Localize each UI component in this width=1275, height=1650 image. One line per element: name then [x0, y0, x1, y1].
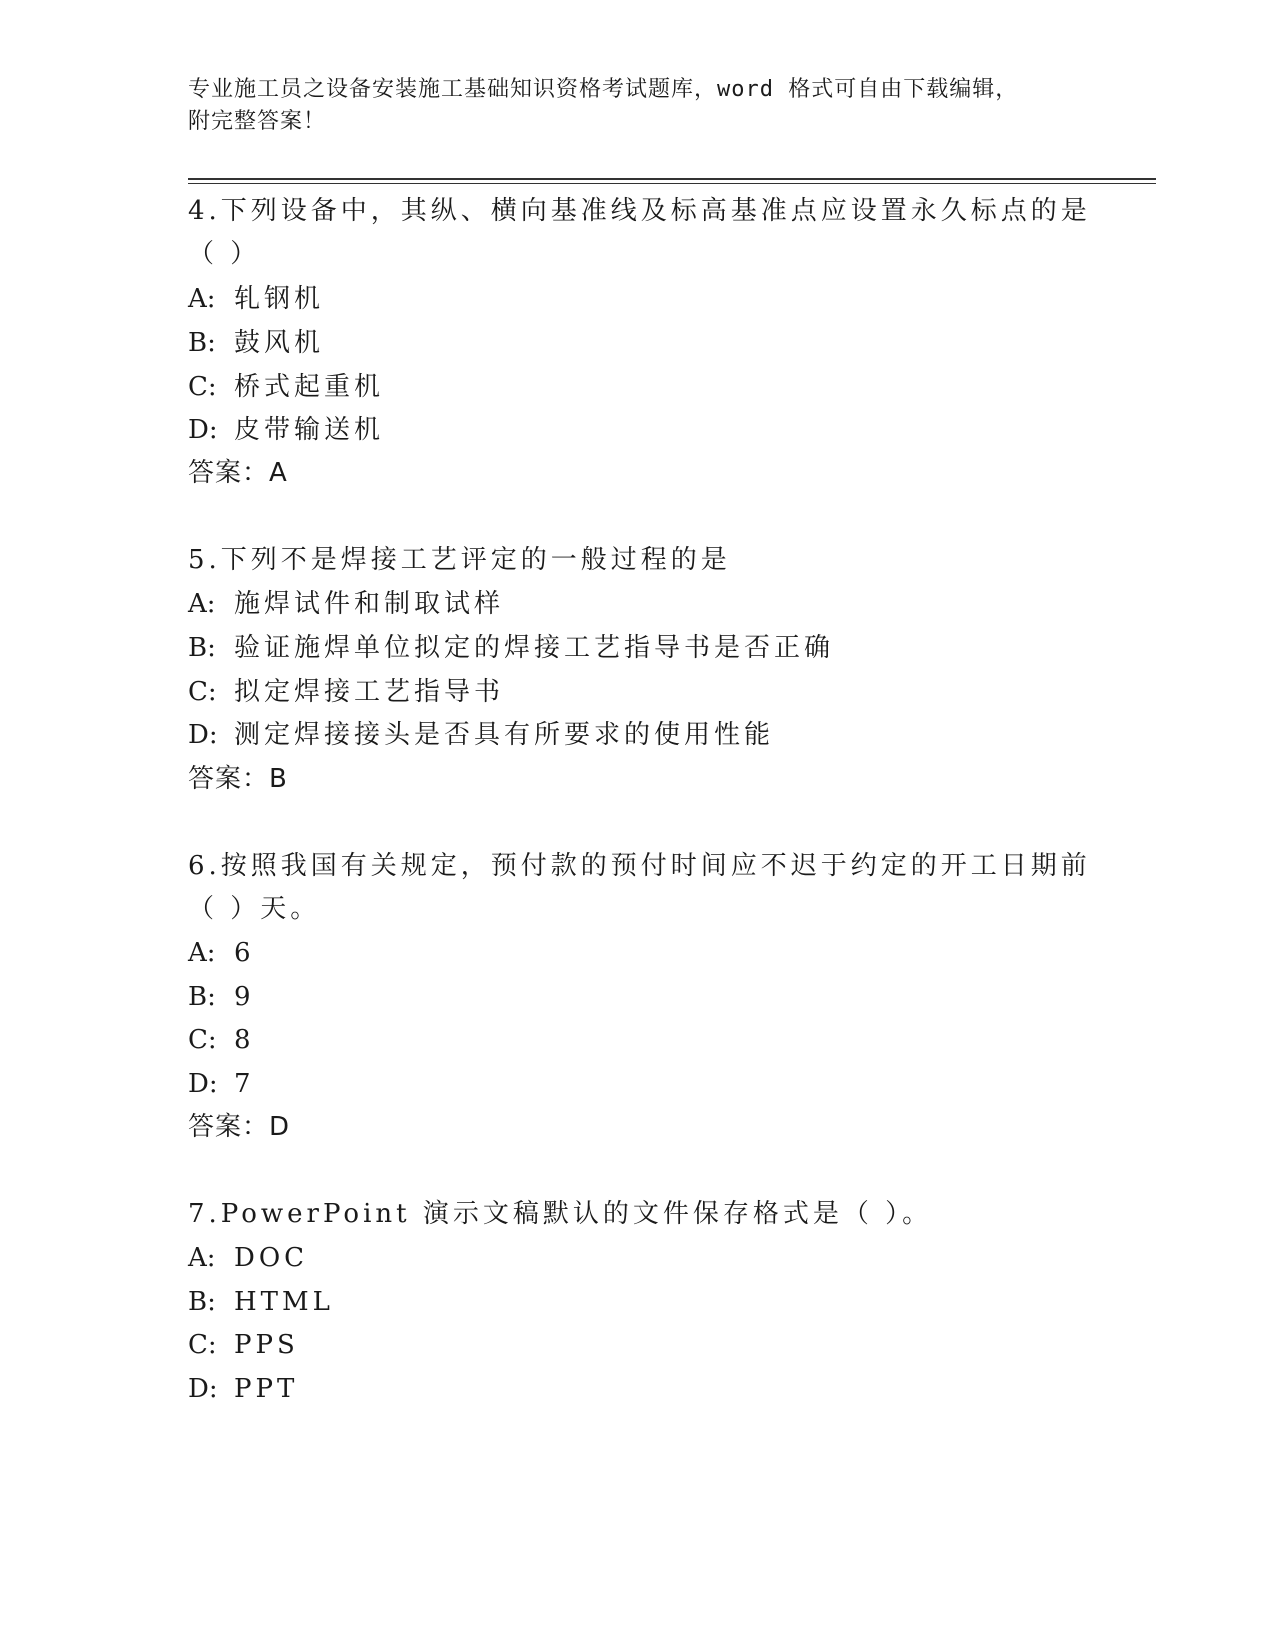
question-4-option-d: D: 皮带输送机 [188, 415, 385, 445]
question-4-option-a: A: 轧钢机 [188, 284, 325, 314]
question-4-option-b: B: 鼓风机 [188, 328, 325, 358]
question-5-stem: 5.下列不是焊接工艺评定的一般过程的是 [188, 545, 731, 575]
document-header [188, 74, 1088, 138]
question-5-option-d: D: 测定焊接接头是否具有所要求的使用性能 [188, 720, 775, 750]
question-6-answer: 答案：D [188, 1112, 291, 1142]
question-4-stem: 4.下列设备中，其纵、横向基准线及标高基准点应设置永久标点的是 [188, 196, 1091, 226]
question-4-stem-cont: （ ） [188, 239, 261, 269]
question-6-option-b: B: 9 [188, 982, 255, 1012]
header-line-2: 附完整答案！ [188, 109, 327, 134]
question-7-stem: 7.PowerPoint 演示文稿默认的文件保存格式是（ ）。 [188, 1199, 933, 1229]
question-4-answer: 答案：A [188, 458, 288, 488]
header-divider-thick [188, 178, 1156, 180]
question-6-stem-cont: （ ）天。 [188, 894, 321, 924]
question-7-option-a: A: DOC [188, 1243, 309, 1273]
question-7-option-b: B: HTML [188, 1287, 334, 1317]
question-6-option-c: C: 8 [188, 1025, 255, 1055]
header-line-1: 专业施工员之设备安装施工基础知识资格考试题库，word 格式可自由下载编辑， [188, 77, 1019, 102]
header-divider-thin [188, 183, 1156, 184]
question-6-option-a: A: 6 [188, 938, 255, 968]
question-4-option-c: C: 桥式起重机 [188, 372, 385, 402]
question-5-option-a: A: 施焊试件和制取试样 [188, 589, 505, 619]
question-7-option-c: C: PPS [188, 1330, 299, 1360]
question-5-option-b: B: 验证施焊单位拟定的焊接工艺指导书是否正确 [188, 633, 835, 663]
question-6-option-d: D: 7 [188, 1069, 255, 1099]
question-5-option-c: C: 拟定焊接工艺指导书 [188, 677, 505, 707]
question-5-answer: 答案：B [188, 764, 288, 794]
question-6-stem: 6.按照我国有关规定，预付款的预付时间应不迟于约定的开工日期前 [188, 851, 1091, 881]
question-7-option-d: D: PPT [188, 1374, 299, 1404]
